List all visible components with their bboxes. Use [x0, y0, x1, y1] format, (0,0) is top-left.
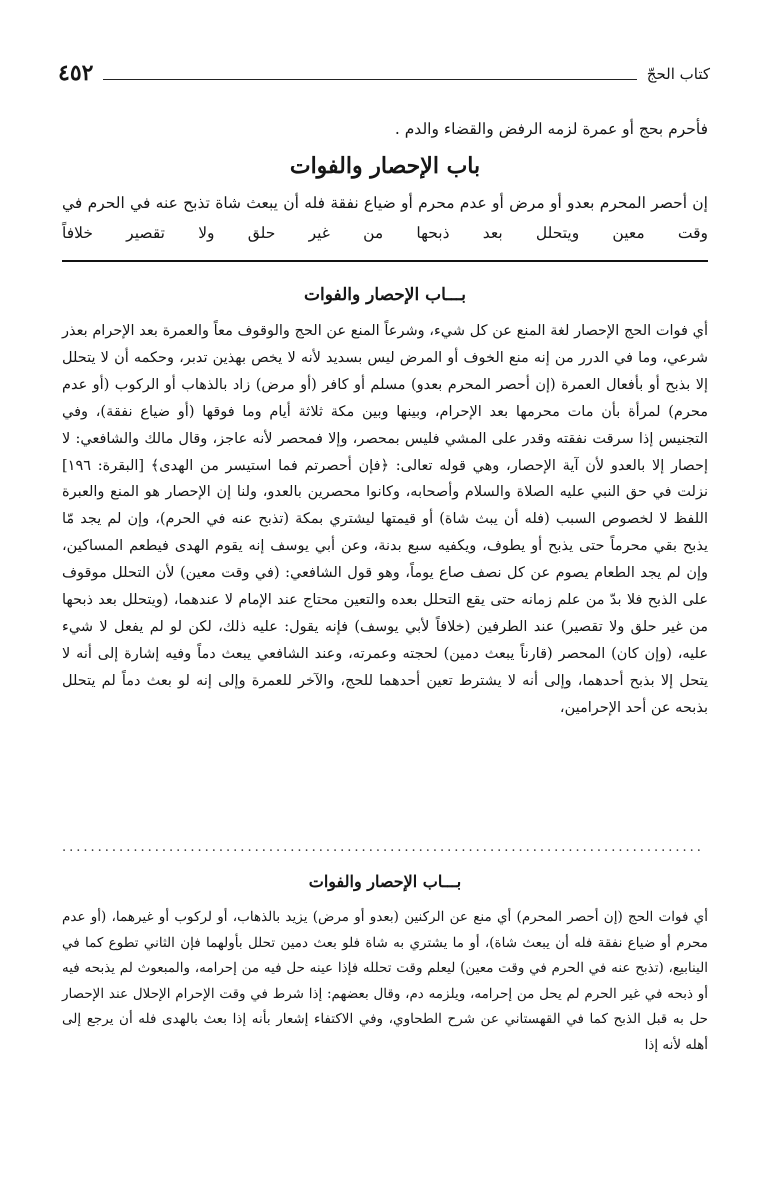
matn-block — [62, 188, 708, 248]
matn-intro — [62, 116, 708, 142]
book-title: كتاب الحجّ — [646, 65, 710, 83]
matn-chapter-title: باب الإحصار والفوات — [289, 153, 481, 179]
matn-text: إن أحصر المحرم بعدو أو مرض أو عدم محرم أو ضياع نفقة فله أن يبعث شاة تذبح عنه في الحرم في وقت معين ويتحلل بعد ذبحها من غير حلق ولا تقصير خلافاً — [62, 194, 708, 242]
commentary1-title: بـــاب الإحصار والفوات — [304, 285, 466, 305]
section-divider — [62, 260, 708, 262]
commentary1-text: أي فوات الحج الإحصار لغة المنع عن كل شيء، وشرعاً المنع عن الحج والوقوف معاً والعمرة بعد الإحرام بعذر شرعي، وما في الدرر من إنه منع الخوف أو المرض ليس بسديد لأنه لا يخص بهذين تدبر، وحكمه أن لا يتحلل إلا بذبح أو بأفعال العمرة (إن أحصر المحرم بعدو) مسلم أو كافر (أو مرض) زاد بالذهاب أو الركوب (أو عدم محرم) لمرأة بأن مات محرمها بعد الإحرام، وبينها وبين مكة ثلاثة أيام وما فوقها (أو ضياع نفقة)، وفي التجنيس إذا سرقت نفقته وقدر على المشي فليس بمحصر، وإلا فمحصر لأنه عاجز، وقال مالك والشافعي: لا إحصار إلا بالعدو لأن آية الإحصار، وهي قوله تعالى: ﴿فإن أحصرتم فما استيسر من الهدى﴾ [البقرة: ١٩٦] نزلت في حق النبي عليه الصلاة والسلام وأصحابه، وكانوا محصرين بالعدو، ولنا إن الإحصار هو المنع والعبرة اللفظ لا لخصوص السبب (فله أن يبث شاة) أو قيمتها ليشتري بمكة (تذبح عنه في الحرم)، وإن لم يجد مّا يذبح بقي محرماً حتى يذبح أو يطوف، ويكفيه سبع بدنة، وعن أبي يوسف إنه يقوم الهدى فيطعم المساكين، وإن لم يجد الطعام يصوم عن كل نصف صاع يوماً، وهو قول الشافعي: (في وقت معين) لأن التحلل موقوف على الذبح فلا بدّ من علم زمانه حتى يقع التحلل بعده والتعين محتاج عند الإمام لا عندهما، (ويتحلل بعد ذبحها من غير حلق ولا تقصير) عند الطرفين (خلافاً لأبي يوسف) فإنه يقول: عليه ذلك، لكن لو لم يفعل لا شيء عليه، (وإن كان) المحصر (قارناً يبعث دمين) لحجته وعمرته، وعند الشافعي يبعث دماً وفيه إشارة إلى أنه لا يتحل إلا بذبح أحدهما، وإلى أنه لا يشترط تعين أحدهما للحج، والآخر للعمرة وإلى إنه لو بعث دماً لم يتحلل بذبحه عن أحد الإحرامين، — [62, 323, 708, 716]
dotted-separator: .......................................................................................... — [62, 840, 704, 855]
page-number: ٤٥٢ — [58, 60, 94, 86]
matn-intro-text: فأحرم بحج أو عمرة لزمه الرفض والقضاء والدم . — [394, 120, 708, 138]
header-rule — [103, 79, 636, 80]
page-header — [58, 58, 710, 86]
commentary2-title: بـــاب الإحصار والفوات — [308, 872, 462, 891]
commentary1-block — [62, 318, 708, 722]
commentary2-text: أي فوات الحج (إن أحصر المحرم) أي منع عن الركنين (بعدو أو مرض) يزيد بالذهاب، أو لركوب أو غيرهما، (أو عدم محرم أو ضياع نفقة فله أن يبعث شاة)، أو ما يشتري به شاة فلو بعث دمين تحلل بأولهما فإن الثاني تطوع كما في الينابيع، (تذبح عنه في الحرم في وقت معين) ليعلم وقت تحلله فإذا عينه حل فيه من إحرامه، والمبعوث لم يذبحه فيه أو ذبحه في غير الحرم لم يحل من إحرامه، ويلزمه دم، وقال بعضهم: إذا شرط في وقت الإحرام الإحلال عند الإحصار حل به قبل الذبح كما في القهستاني عن شرح الطحاوي، وفي الاكتفاء إشعار بأنه إذا بعث بالهدى فله أن يرجع إلى أهله لأنه إذا — [62, 909, 708, 1053]
commentary2-block — [62, 905, 708, 1058]
